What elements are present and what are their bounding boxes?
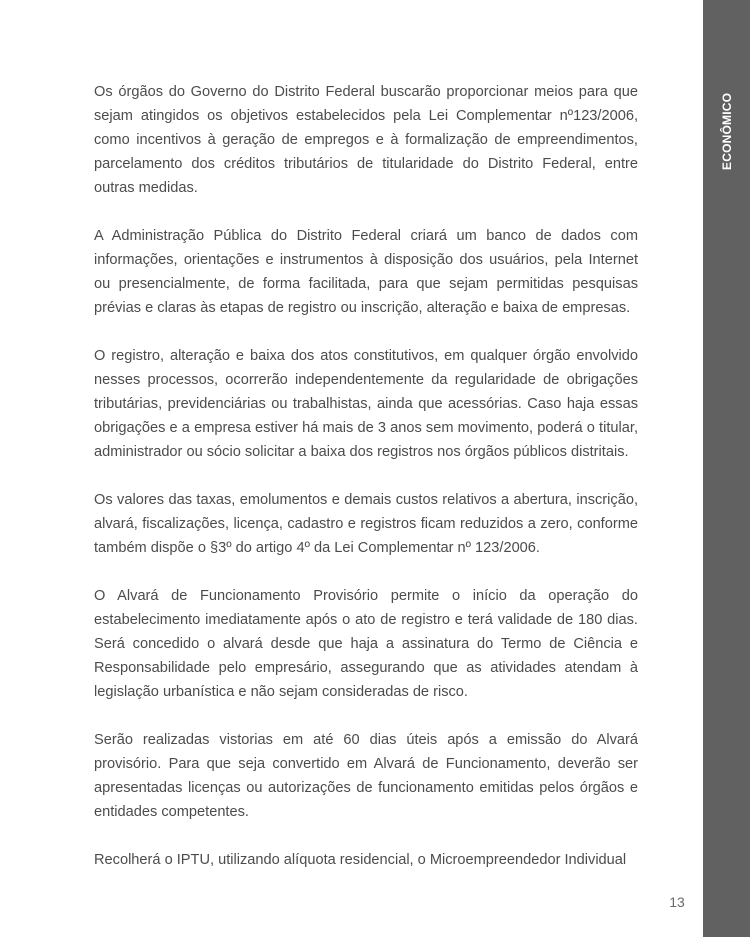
page-number: 13 (669, 894, 685, 910)
page-body (94, 80, 638, 872)
paragraph: A Administração Pública do Distrito Federal criará um banco de dados com informações, orientações e instrumentos à disposição dos usuários, pela Internet ou presencialmente, de forma facilitada, para que sejam permitidas pesquisas prévias e claras às etapas de registro ou inscrição, alteração e baixa de empresas. (94, 228, 638, 316)
paragraph: Os valores das taxas, emolumentos e demais custos relativos a abertura, inscrição, alvará, fiscalizações, licença, cadastro e registros ficam reduzidos a zero, conforme também dispõe o §3º do artigo 4º da Lei Complementar nº 123/2006. (94, 492, 638, 556)
section-side-tab (703, 0, 750, 937)
paragraph: O Alvará de Funcionamento Provisório permite o início da operação do estabelecimento imediatamente após o ato de registro e terá validade de 180 dias. Será concedido o alvará desde que haja a assinatura do Termo de Ciência e Responsabilidade pelo empresário, assegurando que as atividades atendam à legislação urbanística e não sejam consideradas de risco. (94, 588, 638, 700)
paragraph: Os órgãos do Governo do Distrito Federal buscarão proporcionar meios para que sejam atingidos os objetivos estabelecidos pela Lei Complementar nº123/2006, como incentivos à geração de empregos e à formalização de empreendimentos, parcelamento dos créditos tributários de titularidade do Distrito Federal, entre outras medidas. (94, 84, 638, 196)
paragraph: O registro, alteração e baixa dos atos constitutivos, em qualquer órgão envolvido nesses processos, ocorrerão independentemente da regularidade de obrigações tributárias, previdenciárias ou trabalhistas, ainda que acessórias. Caso haja essas obrigações e a empresa estiver há mais de 3 anos sem movimento, poderá o titular, administrador ou sócio solicitar a baixa dos registros nos órgãos públicos distritais. (94, 348, 638, 460)
section-label: ECONÔMICO (720, 92, 734, 170)
paragraph: Serão realizadas vistorias em até 60 dias úteis após a emissão do Alvará provisório. Para que seja convertido em Alvará de Funcionamento, deverão ser apresentadas licenças ou autorizações de funcionamento emitidas pelos órgãos e entidades competentes. (94, 732, 638, 820)
paragraph: Recolherá o IPTU, utilizando alíquota residencial, o Microempreendedor Individual (94, 852, 627, 868)
